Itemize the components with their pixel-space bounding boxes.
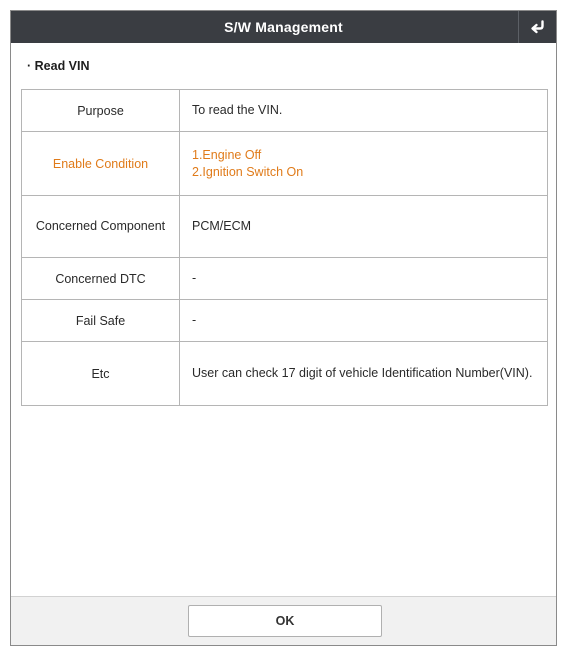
- ok-button[interactable]: OK: [188, 605, 382, 637]
- row-label: Purpose: [22, 90, 180, 132]
- table-row-purpose: [22, 90, 548, 132]
- window-title: S/W Management: [224, 19, 343, 35]
- row-value: [180, 132, 548, 196]
- row-label: Etc: [22, 342, 180, 406]
- table-row-concerned-component: [22, 196, 548, 258]
- row-value-line: PCM/ECM: [192, 219, 252, 233]
- row-label: Fail Safe: [22, 300, 180, 342]
- return-arrow-icon: [529, 19, 547, 35]
- row-value: [180, 196, 548, 258]
- back-button[interactable]: [518, 11, 556, 43]
- table-row-concerned-dtc: [22, 258, 548, 300]
- table-row-etc: [22, 342, 548, 406]
- row-value: [180, 258, 548, 300]
- row-label: Concerned DTC: [22, 258, 180, 300]
- row-value: [180, 300, 548, 342]
- row-value-line: To read the VIN.: [192, 103, 283, 117]
- table-row-fail-safe: [22, 300, 548, 342]
- row-label: Concerned Component: [22, 196, 180, 258]
- row-value-line: 1.Engine Off: [192, 147, 262, 162]
- row-value-line: User can check 17 digit of vehicle Identification Number(VIN).: [192, 366, 533, 380]
- sw-management-dialog: [10, 10, 557, 646]
- row-value-line: -: [192, 313, 197, 327]
- title-bar: [11, 11, 556, 43]
- row-value-line: -: [192, 271, 197, 285]
- dialog-footer: [11, 596, 556, 645]
- table-row-enable-condition: [22, 132, 548, 196]
- section-title: · Read VIN: [27, 59, 90, 73]
- info-table: [21, 89, 548, 406]
- row-label: Enable Condition: [22, 132, 180, 196]
- row-value-line: 2.Ignition Switch On: [192, 164, 304, 179]
- row-value: [180, 342, 548, 406]
- row-value: [180, 90, 548, 132]
